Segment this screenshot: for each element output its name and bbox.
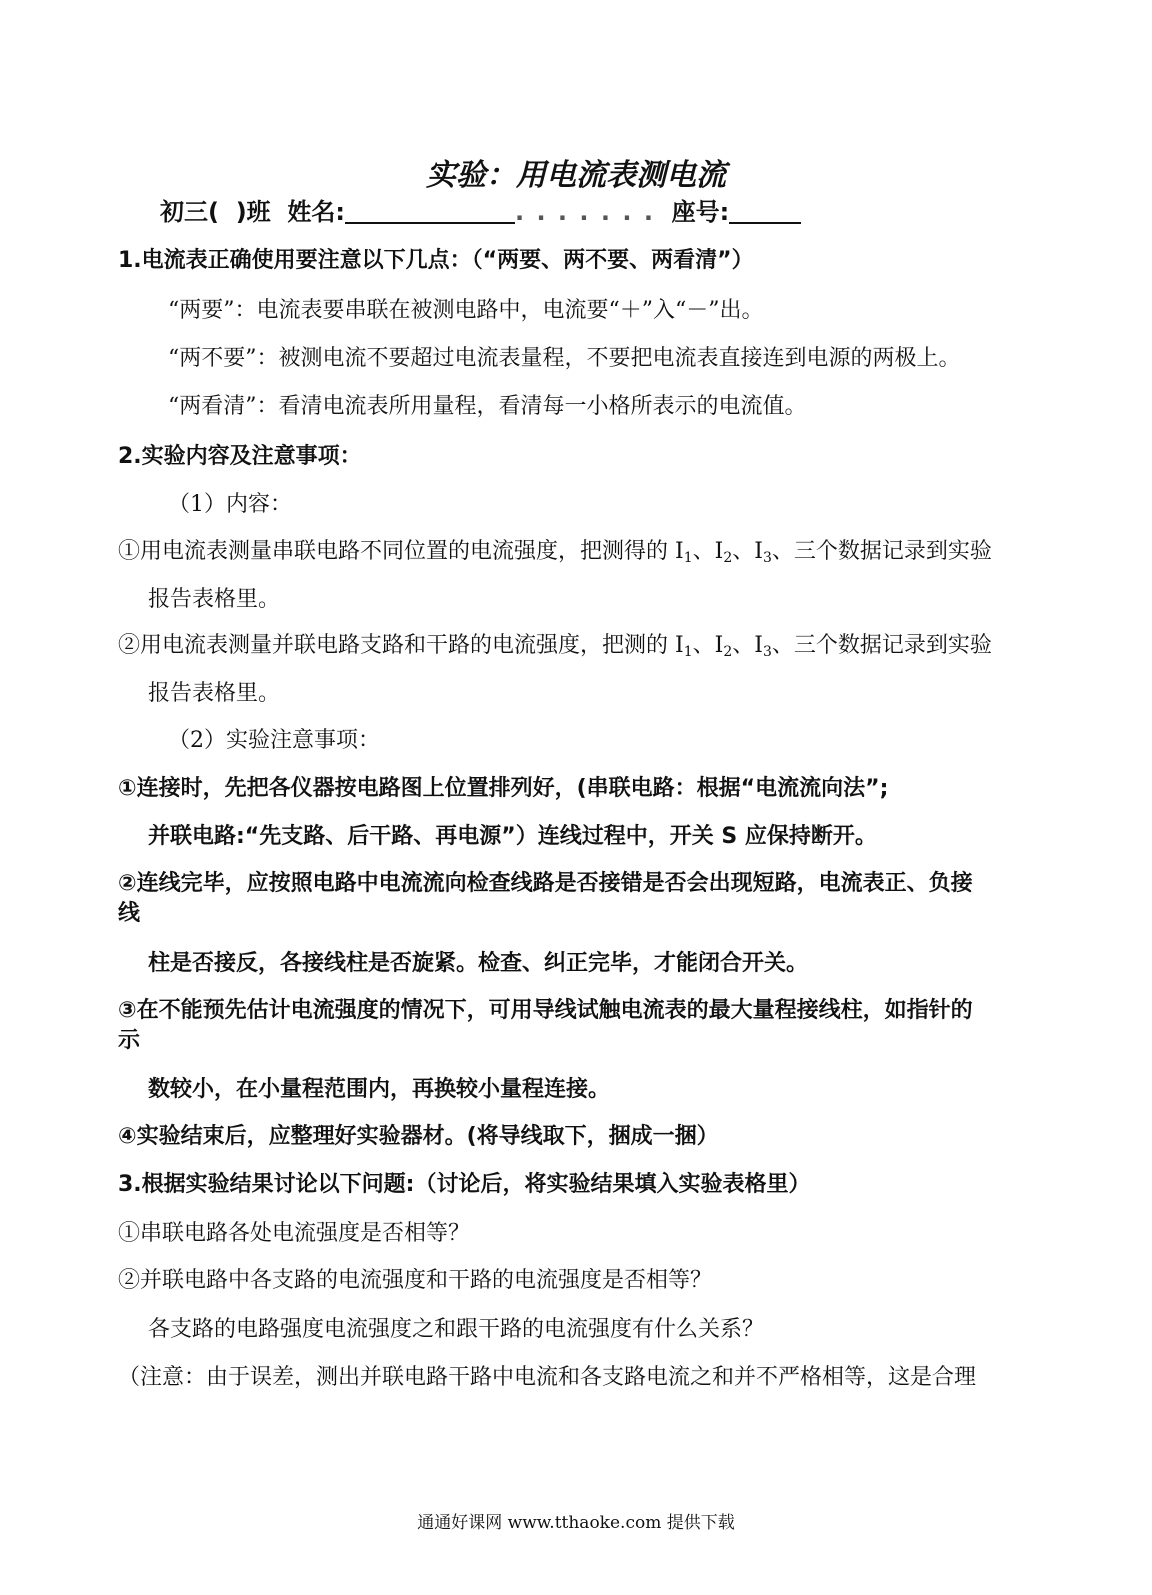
content-item-2: ②用电流表测量并联电路支路和干路的电流强度，把测的 $I_1$、$I_2$、$I_3$、三个数据记录到实验 (118, 633, 992, 660)
note-3: ③在不能预先估计电流强度的情况下，可用导线试触电流表的最大量程接线柱，如指针的 (118, 998, 973, 1023)
section3-heading: 3.根据实验结果讨论以下问题:（讨论后，将实验结果填入实验表格里） (118, 1172, 811, 1197)
section2-heading: 2.实验内容及注意事项： (118, 444, 362, 469)
content-label: （1）内容： (168, 492, 292, 517)
note-4: ④实验结束后，应整理好实验器材。(将导线取下，捆成一捆） (118, 1124, 719, 1149)
dotted-leader: . . . . . . . (514, 198, 655, 226)
note-1-cont: 并联电路:“先支路、后干路、再电源”）连线过程中，开关 S 应保持断开。 (148, 824, 877, 849)
question-3: 各支路的电路强度电流强度之和跟干路的电流强度有什么关系？ (148, 1317, 765, 1342)
content-item-2-cont: 报告表格里。 (148, 681, 281, 706)
page-title: 实验：用电流表测电流 (426, 158, 726, 193)
content-item-1: ①用电流表测量串联电路不同位置的电流强度，把测得的 $I_1$、$I_2$、$I_3$、三个数据记录到实验 (118, 539, 992, 566)
note-3-cont: 数较小，在小量程范围内，再换较小量程连接。 (148, 1077, 611, 1102)
rule-two-clears: “两看清”：看清电流表所用量程，看清每一小格所表示的电流值。 (168, 394, 807, 419)
seat-blank[interactable] (729, 200, 801, 224)
note-3-wrap: 示 (118, 1028, 141, 1053)
content-item-1-cont: 报告表格里。 (148, 587, 281, 612)
seat-label: 座号: (671, 198, 730, 226)
error-note: （注意：由于误差，测出并联电路干路中电流和各支路电流之和并不严格相等，这是合理 (118, 1365, 977, 1390)
rule-two-donts: “两不要”：被测电流不要超过电流表量程，不要把电流表直接连到电源的两极上。 (168, 346, 961, 371)
name-label: 姓名: (287, 198, 345, 226)
class-label: 初三( (160, 198, 219, 226)
name-blank[interactable] (345, 200, 515, 224)
note-2-cont: 柱是否接反，各接线柱是否旋紧。检查、纠正完毕，才能闭合开关。 (148, 951, 809, 976)
class-suffix: )班 (235, 198, 271, 226)
notes-label: （2）实验注意事项： (168, 728, 380, 753)
note-2-wrap: 线 (118, 901, 141, 926)
question-1: ①串联电路各处电流强度是否相等？ (118, 1221, 471, 1246)
note-1: ①连接时，先把各仪器按电路图上位置排列好，(串联电路：根据“电流流向法”; (118, 776, 889, 801)
rule-two-musts: “两要”：电流表要串联在被测电路中，电流要“＋”入“－”出。 (168, 298, 764, 323)
footer-credit: 通通好课网 www.tthaoke.com 提供下载 (417, 1513, 735, 1533)
class-blank[interactable] (219, 198, 236, 226)
student-info-row (160, 198, 801, 226)
note-2: ②连线完毕，应按照电路中电流流向检查线路是否接错是否会出现短路，电流表正、负接 (118, 871, 973, 896)
section1-heading: 1.电流表正确使用要注意以下几点：（“两要、两不要、两看清”） (118, 248, 754, 273)
question-2: ②并联电路中各支路的电流强度和干路的电流强度是否相等？ (118, 1268, 713, 1293)
